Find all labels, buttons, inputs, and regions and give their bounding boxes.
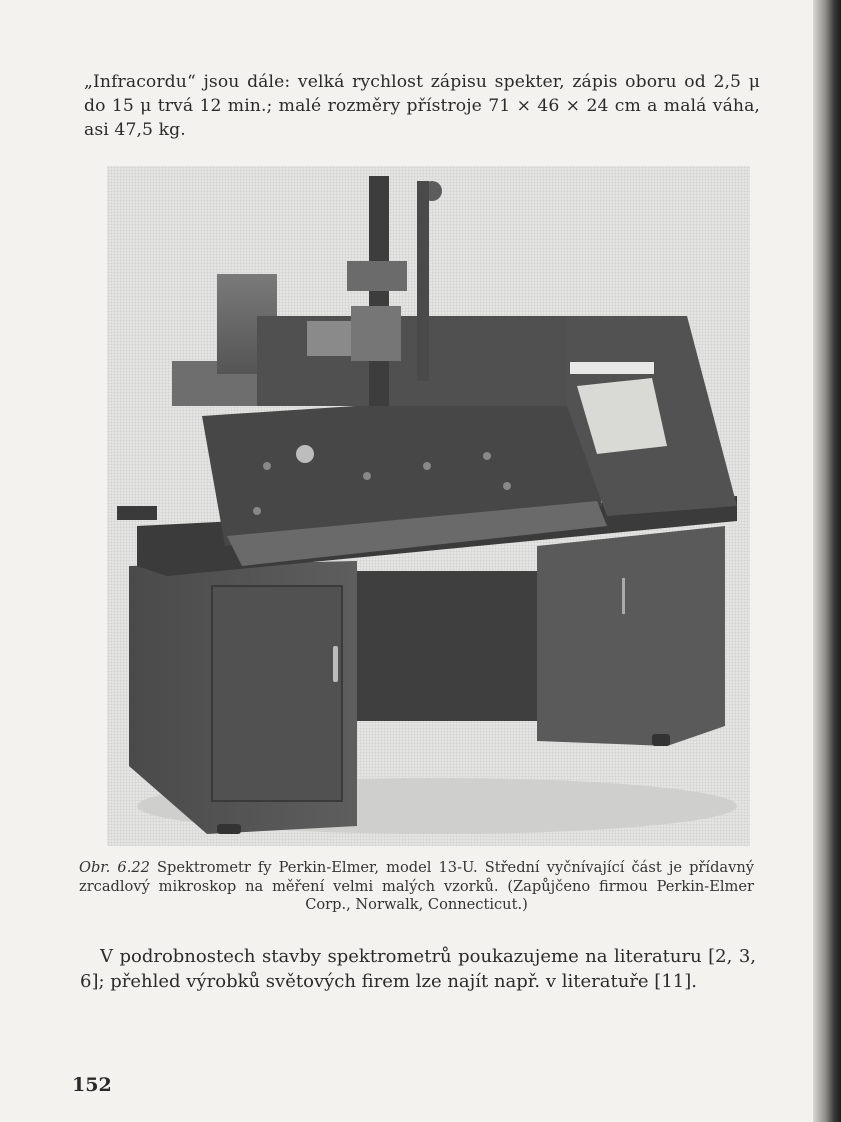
right-door-handle	[622, 578, 625, 614]
figure-caption-text: Spektrometr fy Perkin-Elmer, model 13-U. Střední vyčnívající část je přídavný zrcadlový mikroskop na měření velmi malých vzorků. (Zapůjčeno firmou Perkin-Elmer Corp., Norwalk, Connecticut.)	[79, 859, 755, 913]
spectrometer-illustration	[107, 166, 750, 846]
sample-housing	[307, 321, 352, 356]
chart-scale	[570, 362, 654, 374]
top-paragraph: „Infracordu“ jsou dále: velká rychlost zápisu spekter, zápis oboru od 2,5 μ do 15 μ trvá 12 min.; malé rozměry přístroje 71 × 46 × 24 cm a malá váha, asi 47,5 kg.	[84, 72, 760, 140]
page-number: 152	[72, 1074, 112, 1096]
monochromator-body	[257, 316, 567, 406]
left-door-handle	[333, 646, 338, 682]
right-cabinet	[537, 526, 725, 746]
side-handle	[117, 506, 157, 520]
cabinet-foot	[652, 734, 670, 746]
spectrometer-photo	[107, 166, 750, 846]
page-edge-shadow	[813, 0, 841, 1122]
left-cabinet-door	[212, 586, 342, 801]
middle-recess	[357, 571, 547, 721]
microscope-arm	[417, 181, 429, 381]
figure-caption	[79, 859, 754, 915]
microscope-stage	[351, 306, 401, 361]
bottom-paragraph: V podrobnostech stavby spektrometrů poukazujeme na literaturu [2, 3, 6]; přehled výrobků světových firem lze najít např. v literatuře [11].	[80, 946, 756, 992]
dial	[296, 445, 314, 463]
cabinet-foot	[217, 824, 241, 834]
microscope-head	[347, 261, 407, 291]
figure-label: Obr. 6.22	[79, 859, 150, 876]
